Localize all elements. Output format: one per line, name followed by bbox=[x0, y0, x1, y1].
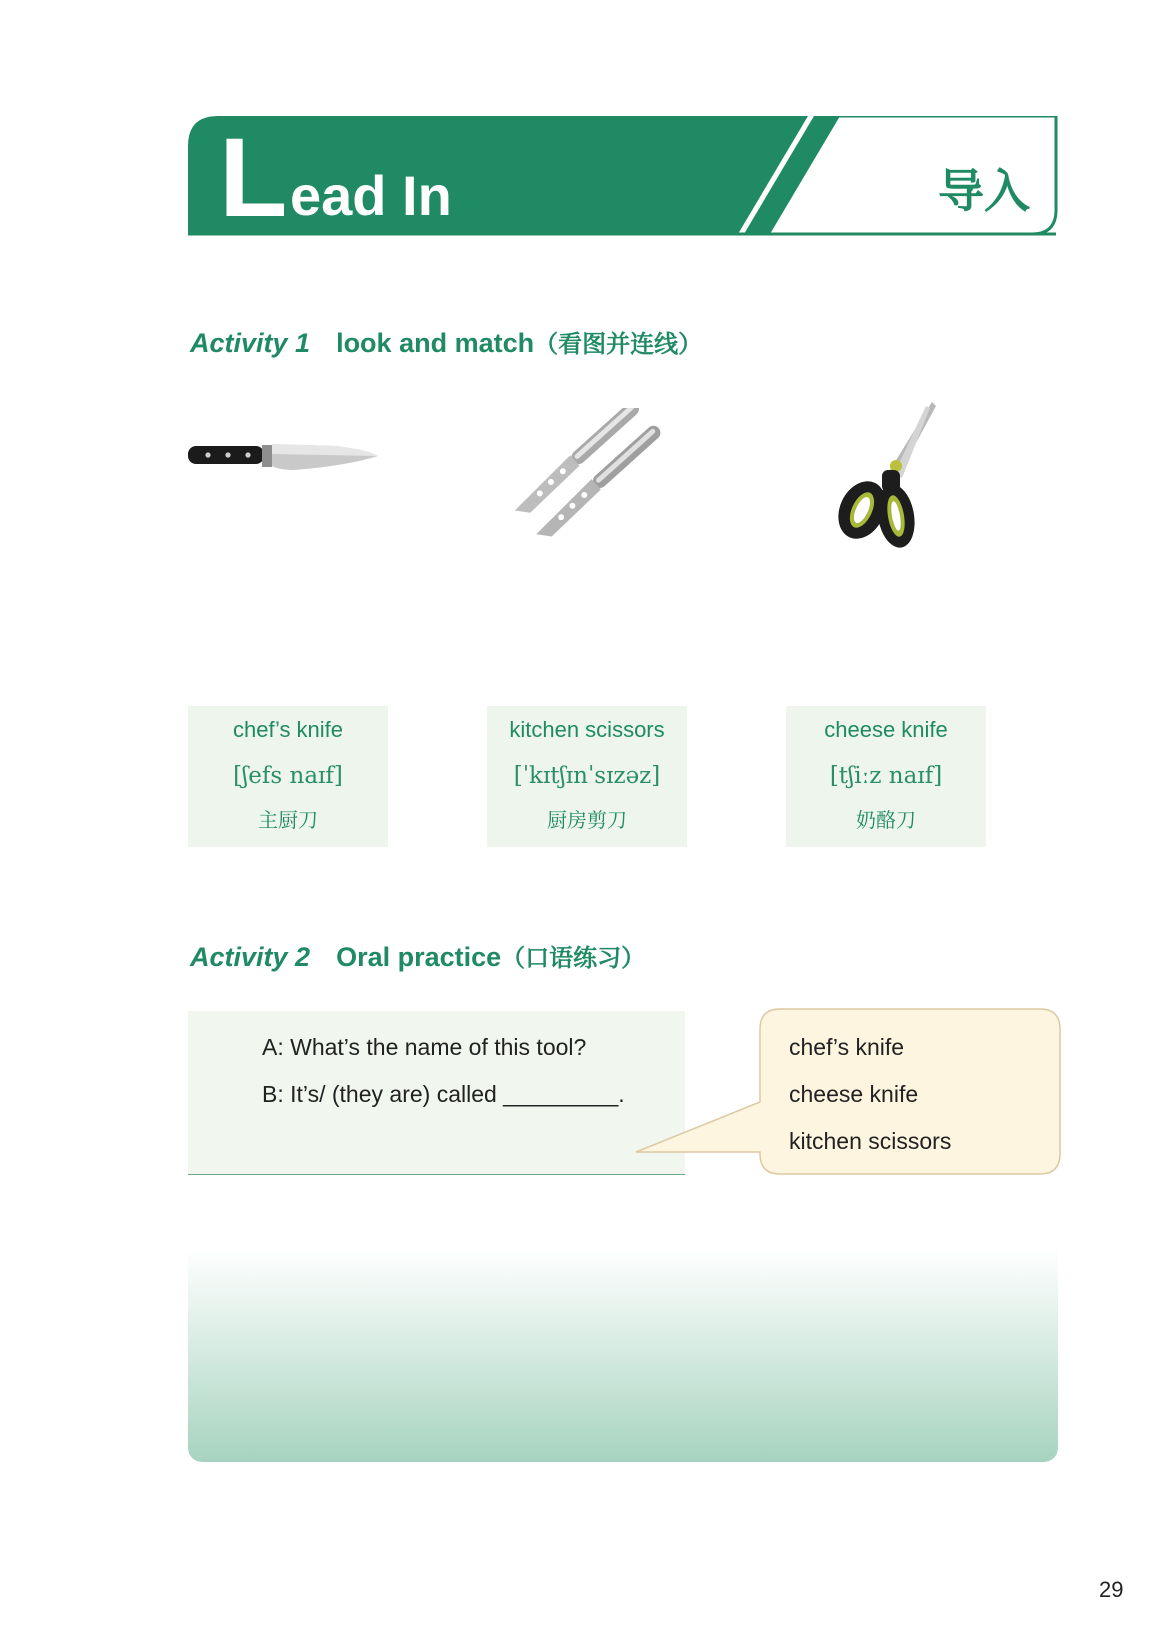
dialog-box bbox=[188, 1011, 685, 1175]
activity2-heading bbox=[190, 940, 645, 975]
banner-big-letter: L bbox=[219, 115, 288, 240]
activity1-chinese: （看图并连线） bbox=[534, 330, 703, 358]
card-chinese: 主厨刀 bbox=[258, 808, 318, 832]
chef-knife-icon bbox=[186, 436, 382, 484]
page-number: 29 bbox=[1099, 1577, 1124, 1602]
cheese-knives-icon bbox=[500, 408, 672, 544]
scissors-icon bbox=[832, 400, 944, 558]
activity1-heading bbox=[190, 326, 702, 361]
card-english: chef’s knife bbox=[232, 717, 344, 742]
banner-title: ead In bbox=[290, 164, 452, 227]
decorative-gradient-panel bbox=[188, 1248, 1058, 1462]
activity2-title: Oral practice bbox=[336, 942, 502, 972]
bubble-item: cheese knife bbox=[789, 1081, 919, 1107]
card-phonetic: [ˈkɪtʃɪnˈsɪzəz] bbox=[513, 763, 661, 789]
activity2-number: Activity 2 bbox=[190, 942, 311, 972]
dialog-line-b: B: It’s/ (they are) called _________. bbox=[262, 1081, 625, 1107]
activity1-number: Activity 1 bbox=[190, 328, 311, 358]
word-card-cheese-knife bbox=[786, 706, 986, 847]
activity1-title: look and match bbox=[336, 328, 535, 358]
word-card-kitchen-scissors bbox=[487, 706, 687, 847]
lead-in-banner bbox=[188, 115, 1058, 240]
bubble-item: chef’s knife bbox=[789, 1034, 905, 1060]
word-card-chefs-knife bbox=[188, 706, 388, 847]
dialog-line-a: A: What’s the name of this tool? bbox=[262, 1034, 587, 1060]
card-english: kitchen scissors bbox=[509, 717, 665, 742]
card-english: cheese knife bbox=[824, 717, 948, 742]
card-phonetic: [tʃiːz naɪf] bbox=[829, 763, 943, 789]
card-phonetic: [ʃefs naɪf] bbox=[233, 763, 343, 789]
bubble-item: kitchen scissors bbox=[789, 1128, 952, 1154]
banner-chinese-title: 导入 bbox=[938, 164, 1030, 218]
activity2-chinese: （口语练习） bbox=[501, 944, 646, 972]
card-chinese: 厨房剪刀 bbox=[547, 808, 627, 832]
card-chinese: 奶酪刀 bbox=[856, 808, 916, 832]
